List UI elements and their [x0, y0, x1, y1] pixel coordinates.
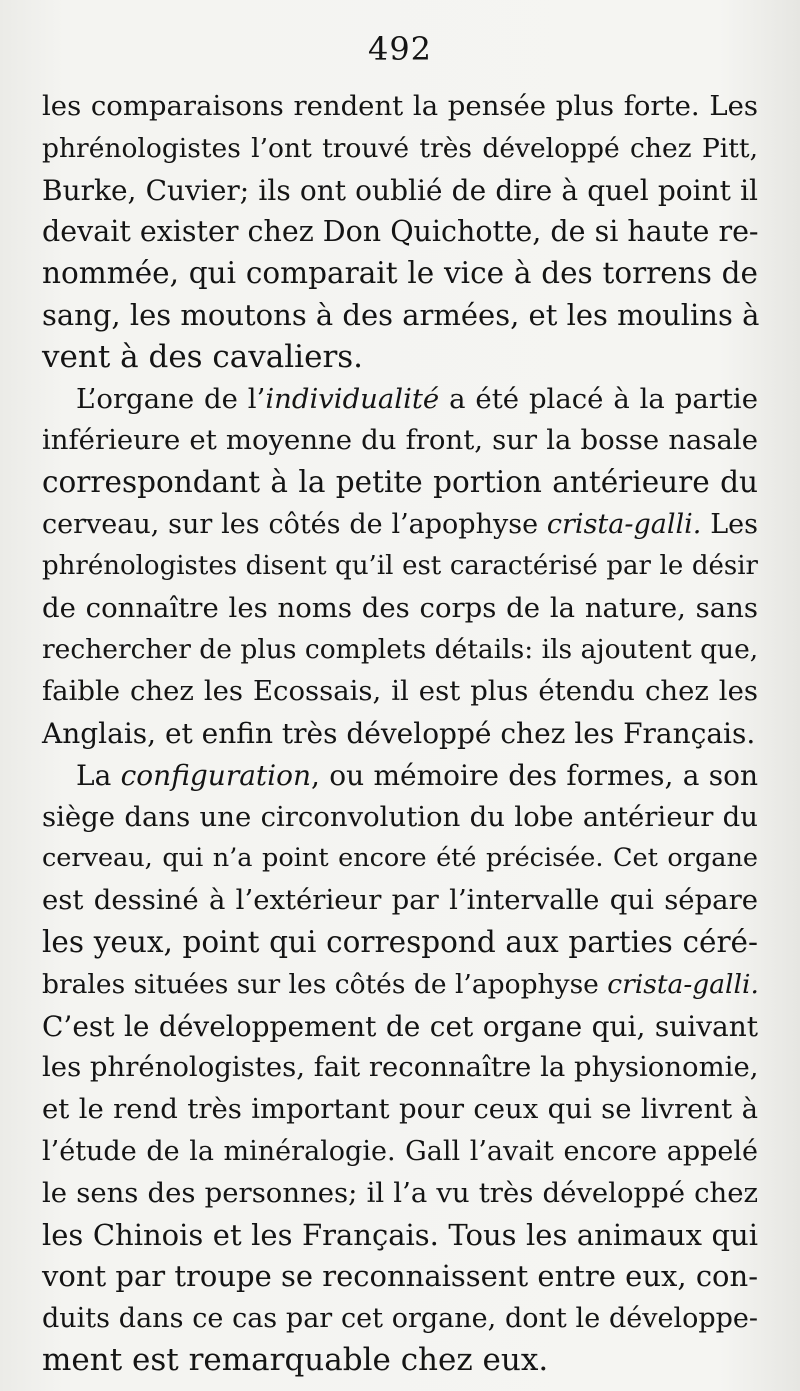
- text-line: phrénologistes l’ont trouvé très développé chez Pitt,: [42, 132, 758, 164]
- text-line: [42, 755, 758, 797]
- text-run: La: [76, 758, 121, 792]
- text-line: Burke, Cuvier; ils ont oublié de dire à quel point il: [42, 173, 758, 207]
- text-line: cerveau, qui n’a point encore été précisée. Cet organe: [42, 843, 758, 874]
- text-run: L’organe de l’: [76, 382, 266, 415]
- text-line: les Chinois et les Français. Tous les animaux qui: [42, 1217, 758, 1252]
- text-line: rechercher de plus complets détails: ils ajoutent que,: [42, 634, 759, 666]
- text-line: les phrénologistes, fait reconnaître la physionomie,: [42, 1051, 759, 1084]
- text-line: inférieure et moyenne du front, sur la bosse nasale: [42, 424, 758, 457]
- text-line: les comparaisons rendent la pensée plus forte. Les: [42, 90, 758, 122]
- text-line: faible chez les Ecossais, il est plus étendu chez les: [42, 675, 758, 708]
- text-line: ment est remarquable chez eux.: [42, 1341, 549, 1378]
- text-line: le sens des personnes; il l’a vu très développé chez: [42, 1176, 758, 1209]
- page-number: 492: [367, 30, 433, 68]
- italic-term: crista-galli.: [607, 968, 759, 1000]
- text-line: [42, 379, 758, 421]
- text-line: duits dans ce cas par cet organe, dont le développe-: [42, 1303, 758, 1335]
- text-line: nommée, qui comparait le vice à des torrens de: [42, 256, 758, 291]
- text-line: C’est le développement de cet organe qui, suivant: [42, 1009, 758, 1043]
- italic-term: individualité: [265, 382, 440, 415]
- text-line: vont par troupe se reconnaissent entre eux, con-: [42, 1259, 758, 1294]
- text-run: Les: [701, 508, 758, 540]
- text-line: de connaître les noms des corps de la nature, sans: [42, 591, 758, 624]
- text-run: cerveau, sur les côtés de l’apophyse: [42, 508, 547, 540]
- text-line: [42, 504, 758, 546]
- text-line: phrénologistes disent qu’il est caractérisé par le désir: [42, 550, 758, 581]
- text-run: brales situées sur les côtés de l’apophyse: [42, 968, 608, 1000]
- text-line: Anglais, et enfin très développé chez les Français.: [42, 716, 756, 750]
- text-line: [42, 964, 758, 1006]
- text-line: sang, les moutons à des armées, et les moulins à: [42, 297, 760, 332]
- italic-term: configuration: [120, 758, 312, 792]
- text-line: siège dans une circonvolution du lobe antérieur du: [42, 800, 758, 833]
- body-text: [42, 86, 758, 1382]
- text-line: l’étude de la minéralogie. Gall l’avait encore appelé: [42, 1135, 758, 1167]
- text-line: vent à des cavaliers.: [42, 338, 364, 375]
- text-line: et le rend très important pour ceux qui se livrent à: [42, 1093, 758, 1126]
- text-line: est dessiné à l’extérieur par l’intervalle qui sépare: [42, 884, 758, 917]
- text-run: a été placé à la partie: [439, 382, 759, 415]
- text-line: les yeux, point qui correspond aux parties céré-: [42, 924, 758, 959]
- text-line: correspondant à la petite portion antérieure du: [42, 465, 758, 500]
- italic-term: crista-galli.: [546, 508, 702, 540]
- text-line: devait exister chez Don Quichotte, de si haute re-: [42, 215, 759, 249]
- text-run: , ou mémoire des formes, a son: [311, 758, 759, 792]
